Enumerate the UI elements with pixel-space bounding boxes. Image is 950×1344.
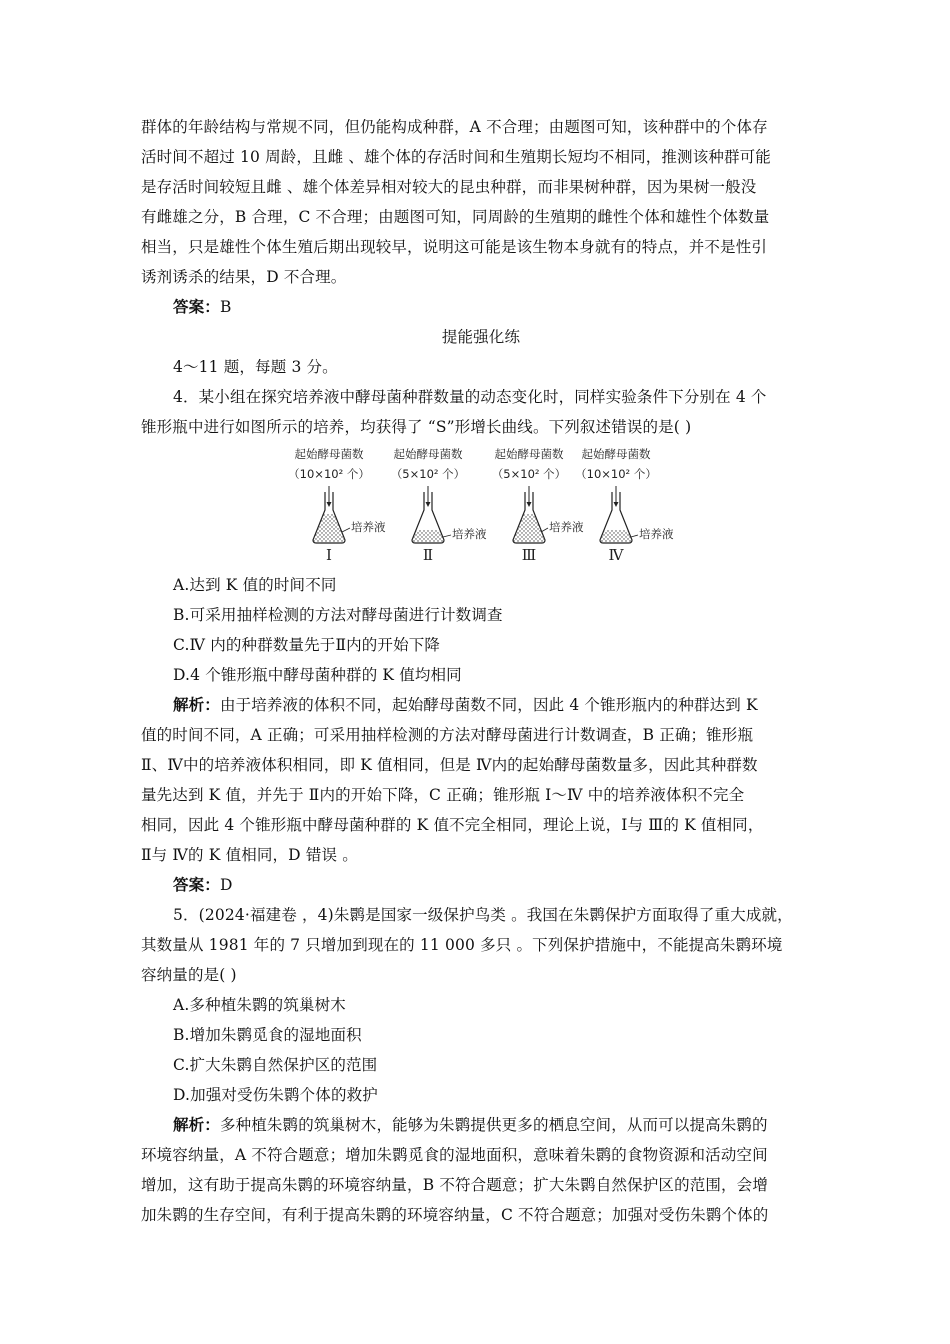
analysis-label: 解析： [173, 1115, 220, 1134]
arrow-head-icon [614, 502, 619, 507]
text-line: 诱剂诱杀的结果，D 不合理。 [141, 268, 347, 286]
analysis-label: 解析： [173, 695, 220, 714]
score-note: 4～11 题，每题 3 分。 [173, 358, 338, 376]
flask-title: 起始酵母菌数 [581, 447, 651, 461]
analysis-line: 环境容纳量，A 不符合题意；增加朱鹮觅食的湿地面积，意味着朱鹮的食物资源和活动空间 [141, 1146, 768, 1164]
document-page [141, 112, 821, 1230]
flask-title: 起始酵母菌数 [294, 447, 364, 461]
flask-liquid [412, 530, 444, 543]
analysis-line: 增加，这有助于提高朱鹮的环境容纳量，B 不符合题意；扩大朱鹮自然保护区的范围，会增 [141, 1176, 768, 1194]
flask-2 [391, 447, 487, 564]
medium-label: 培养液 [452, 527, 487, 541]
flask-count: （5×10² 个） [491, 467, 567, 481]
question-stem-line: 4．某小组在探究培养液中酵母菌种群数量的动态变化时，同样实验条件下分别在 4 个 [173, 388, 767, 406]
question-stem-line: 5．(2024·福建卷 ，4)朱鹮是国家一级保护鸟类 。我国在朱鹮保护方面取得了重大成就， [173, 906, 793, 924]
medium-label: 培养液 [351, 520, 386, 534]
flask-4 [575, 447, 674, 564]
flask-numeral: Ⅰ [326, 546, 332, 564]
analysis-line [141, 1110, 821, 1140]
text-line: 有雌雄之分，B 合理，C 不合理；由题图可知，同周龄的生殖期的雌性个体和雄性个体数量 [141, 208, 770, 226]
flask-liquid [600, 530, 632, 543]
question-3-explanation-tail [141, 112, 821, 292]
analysis-line: Ⅱ与 Ⅳ的 K 值相同，D 错误 。 [141, 846, 358, 864]
analysis-text: 由于培养液的体积不同，起始酵母菌数不同，因此 4 个锥形瓶内的种群达到 K [219, 696, 758, 714]
option-b: B.增加朱鹮觅食的湿地面积 [173, 1026, 362, 1044]
option-a: A.达到 K 值的时间不同 [173, 576, 337, 594]
flask-numeral: Ⅲ [521, 546, 537, 564]
question-stem-line: 其数量从 1981 年的 7 只增加到现在的 11 000 多只 。下列保护措施中，不能提高朱鹮环境 [141, 936, 783, 954]
answer-value: B [219, 298, 232, 316]
arrow-head-icon [327, 502, 332, 507]
leader-line [443, 535, 451, 537]
arrow-head-icon [426, 502, 431, 507]
flask-diagram [288, 444, 701, 568]
flask-title: 起始酵母菌数 [494, 447, 564, 461]
option-b: B.可采用抽样检测的方法对酵母菌进行计数调查 [173, 606, 503, 624]
answer-label: 答案： [173, 875, 220, 894]
flask-count: （10×10² 个） [288, 467, 370, 481]
flask-1 [288, 447, 386, 564]
option-c: C.扩大朱鹮自然保护区的范围 [173, 1056, 378, 1074]
analysis-line: Ⅱ、Ⅳ中的培养液体积相同，即 K 值相同，但是 Ⅳ内的起始酵母菌数量多，因此其种群数 [141, 756, 758, 774]
analysis-text: 多种植朱鹮的筑巢树木，能够为朱鹮提供更多的栖息空间，从而可以提高朱鹮的 [219, 1116, 768, 1134]
question-stem-line: 容纳量的是( ) [141, 966, 237, 984]
flask-3 [492, 447, 584, 564]
text-line: 活时间不超过 10 周龄，且雌 、雄个体的存活时间和生殖期长短均不相同，推测该种群可能 [141, 148, 771, 166]
flask-count: （5×10² 个） [390, 467, 466, 481]
option-a: A.多种植朱鹮的筑巢树木 [173, 996, 346, 1014]
analysis-line: 量先达到 K 值，并先于 Ⅱ内的开始下降，C 正确；锥形瓶 Ⅰ～Ⅳ 中的培养液体积不完全 [141, 786, 745, 804]
flask-title: 起始酵母菌数 [393, 447, 463, 461]
section-title: 提能强化练 [441, 328, 521, 346]
question-4 [141, 382, 821, 900]
leader-line [631, 535, 638, 537]
flask-numeral: Ⅳ [608, 546, 624, 564]
text-line: 是存活时间较短且雌 、雄个体差异相对较大的昆虫种群，而非果树种群，因为果树一般没 [141, 178, 757, 196]
option-d: D.4 个锥形瓶中酵母菌种群的 K 值均相同 [173, 666, 462, 684]
leader-line [342, 528, 350, 532]
option-c: C.Ⅳ 内的种群数量先于Ⅱ内的开始下降 [173, 636, 441, 654]
question-stem-line: 锥形瓶中进行如图所示的培养，均获得了 “S”形增长曲线。下列叙述错误的是( ) [141, 418, 692, 436]
text-line: 群体的年龄结构与常规不同，但仍能构成种群，A 不合理；由题图可知，该种群中的个体存 [141, 118, 768, 136]
analysis-line: 相同，因此 4 个锥形瓶中酵母菌种群的 K 值不完全相同，理论上说，Ⅰ与 Ⅲ的 K 值相同， [141, 816, 764, 834]
arrow-head-icon [527, 502, 532, 507]
flask-numeral: Ⅱ [422, 546, 434, 564]
answer-4 [141, 870, 821, 900]
answer-value: D [219, 876, 233, 894]
leader-line [541, 528, 548, 532]
question-5 [141, 900, 821, 1230]
medium-label: 培养液 [639, 527, 674, 541]
option-d: D.加强对受伤朱鹮个体的救护 [173, 1086, 378, 1104]
answer-3 [141, 292, 821, 322]
flask-figure [141, 442, 821, 570]
analysis-line: 值的时间不同，A 正确；可采用抽样检测的方法对酵母菌进行计数调查，B 正确；锥形瓶 [141, 726, 754, 744]
analysis-line: 加朱鹮的生存空间，有利于提高朱鹮的环境容纳量，C 不符合题意；加强对受伤朱鹮个体的 [141, 1206, 769, 1224]
answer-label: 答案： [173, 297, 220, 316]
text-line: 相当，只是雄性个体生殖后期出现较早，说明这可能是该生物本身就有的特点，并不是性引 [141, 238, 768, 256]
analysis-line [141, 690, 821, 720]
medium-label: 培养液 [549, 520, 584, 534]
flask-count: （10×10² 个） [575, 467, 657, 481]
